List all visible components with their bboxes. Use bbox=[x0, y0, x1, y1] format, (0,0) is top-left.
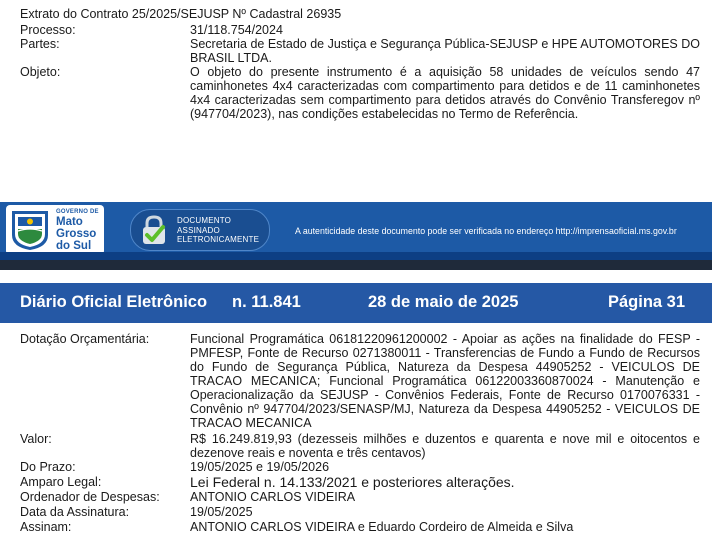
amparo-label: Amparo Legal: bbox=[20, 475, 102, 489]
gazette-title: Diário Oficial Eletrônico bbox=[20, 293, 208, 311]
page-footer-band bbox=[0, 202, 712, 260]
valor-value: R$ 16.249.819,93 (dezesseis milhões e duzentos e quarenta e nove mil e oitocentos e dezenove reais e noventa e três centavos) bbox=[190, 432, 700, 460]
contract-extract-top bbox=[20, 7, 700, 121]
amparo-value: Lei Federal n. 14.133/2021 e posteriores alterações. bbox=[190, 474, 515, 490]
prazo-value: 19/05/2025 e 19/05/2026 bbox=[190, 460, 330, 474]
partes-row bbox=[20, 37, 700, 65]
page-header-band bbox=[0, 283, 712, 323]
gazette-number: n. 11.841 bbox=[232, 293, 301, 311]
data-assinatura-label: Data da Assinatura: bbox=[20, 505, 130, 519]
ordenador-label: Ordenador de Despesas: bbox=[20, 490, 160, 504]
logo-line-2: Grosso bbox=[56, 228, 97, 240]
objeto-value: O objeto do presente instrumento é a aquisição 58 unidades de veículos sendo 47 caminhonetes 4x4 caracterizadas com compartimento para detidos e de 11 caminhonetes 4x4 caracterizadas sem compartimento para detidos através do Convênio Transferegov nº (947704/2023), nas condições estabelecidas no Termo de Referência. bbox=[190, 65, 700, 121]
dotacao-row bbox=[20, 332, 700, 430]
padlock-check-icon bbox=[137, 213, 171, 247]
data-assinatura-value: 19/05/2025 bbox=[190, 505, 253, 519]
badge-line-3: ELETRONICAMENTE bbox=[177, 235, 260, 244]
assinam-label: Assinam: bbox=[20, 520, 72, 534]
logo-line-3: do Sul bbox=[56, 240, 92, 252]
page-number: Página 31 bbox=[608, 293, 686, 311]
extract-heading: Extrato do Contrato 25/2025/SEJUSP Nº Cadastral 26935 bbox=[20, 7, 342, 21]
assinam-row bbox=[20, 520, 700, 534]
gazette-date: 28 de maio de 2025 bbox=[368, 293, 519, 311]
processo-value: 31/118.754/2024 bbox=[190, 23, 283, 37]
badge-line-2: ASSINADO bbox=[177, 225, 220, 235]
ordenador-row bbox=[20, 490, 700, 504]
partes-label: Partes: bbox=[20, 37, 60, 51]
signed-document-badge bbox=[130, 209, 270, 251]
dotacao-value: Funcional Programática 06181220961200002 - Apoiar as ações na finalidade do FESP - PMFESP, Fonte de Recurso 0271380011 - Transferencias de Fundo a Fundo de Recursos do Fundo de Segurança Pública, Natureza da Despesa 44905252 - VEICULOS DE TRACAO MECANICA; Funcional Programática 06122003360870024 - Manutenção e Operacionalização da SEJUSP - Convênios Federais, Fonte de Recurso 0170076331 - Convênio nº 947704/2023/SENASP/MJ, Natureza da Despesa 44905252 - VEICULOS DE TRACAO MECANICA bbox=[190, 332, 700, 430]
badge-text bbox=[177, 216, 259, 245]
logo-line-1: Mato bbox=[56, 216, 83, 228]
assinam-value: ANTONIO CARLOS VIDEIRA e Eduardo Cordeiro de Almeida e Silva bbox=[190, 520, 574, 534]
processo-label: Processo: bbox=[20, 23, 76, 37]
logo-caption: GOVERNO DE bbox=[56, 209, 99, 215]
logo-state-name bbox=[56, 216, 104, 252]
contract-extract-bottom bbox=[20, 332, 700, 534]
prazo-row bbox=[20, 460, 700, 474]
state-logo bbox=[6, 205, 104, 255]
data-assinatura-row bbox=[20, 505, 700, 519]
dotacao-label: Dotação Orçamentária: bbox=[20, 332, 150, 346]
valor-label: Valor: bbox=[20, 432, 52, 446]
objeto-row bbox=[20, 65, 700, 121]
authenticity-notice: A autenticidade deste documento pode ser verificada no endereço http://imprensaoficial.ms.gov.br bbox=[295, 226, 677, 236]
processo-row bbox=[20, 23, 700, 37]
partes-value: Secretaria de Estado de Justiça e Segurança Pública-SEJUSP e HPE AUTOMOTORES DO BRASIL LTDA. bbox=[190, 37, 700, 65]
amparo-row bbox=[20, 475, 700, 489]
objeto-label: Objeto: bbox=[20, 65, 61, 79]
prazo-label: Do Prazo: bbox=[20, 460, 76, 474]
valor-row bbox=[20, 432, 700, 460]
shield-logo-icon bbox=[10, 209, 50, 251]
ordenador-value: ANTONIO CARLOS VIDEIRA bbox=[190, 490, 356, 504]
badge-line-1: DOCUMENTO bbox=[177, 216, 232, 225]
footer-dark-strip bbox=[0, 260, 712, 270]
